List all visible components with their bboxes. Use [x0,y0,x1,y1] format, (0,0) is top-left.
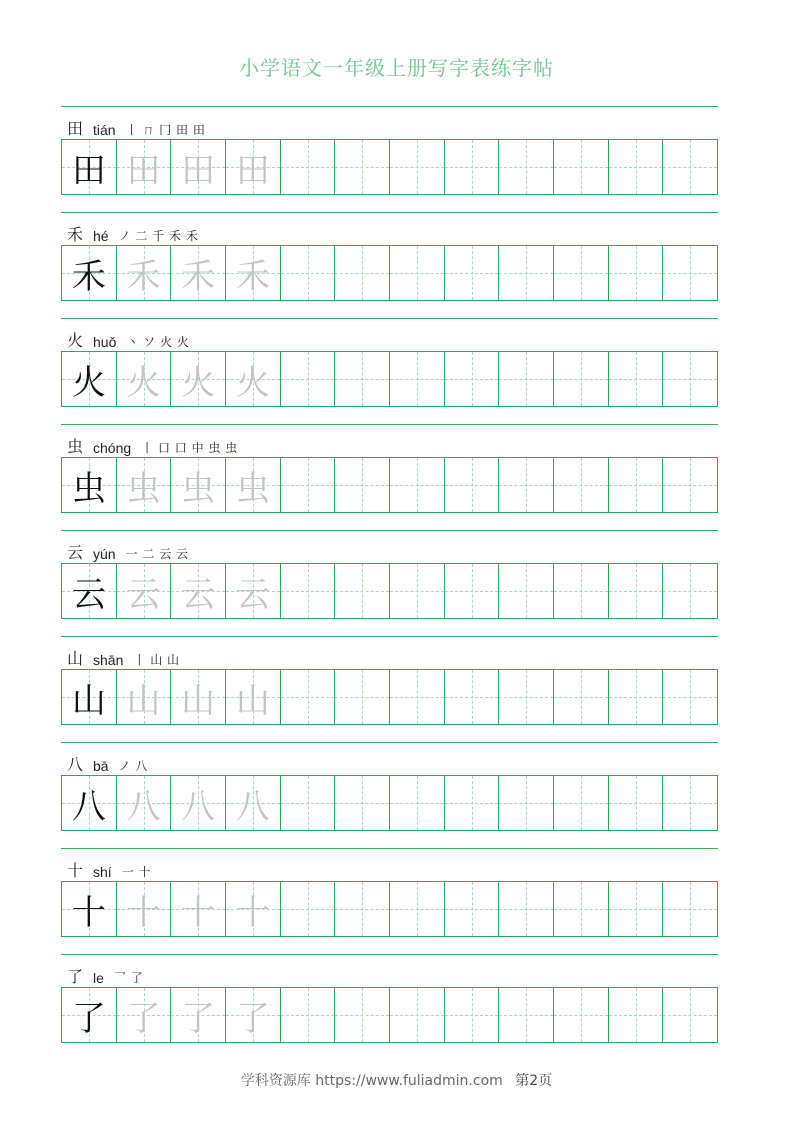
trace-character: 云 [181,574,216,615]
tianzige-grid [61,669,718,725]
model-character: 了 [71,998,106,1039]
header-character: 禾 [67,225,84,244]
practice-block-9 [61,954,718,1060]
writing-cell[interactable] [608,458,663,512]
writing-cell[interactable] [389,564,444,618]
pinyin-label: hé [93,228,109,244]
writing-cell[interactable] [608,246,663,300]
writing-cell[interactable] [170,988,225,1042]
writing-cell[interactable] [280,564,335,618]
writing-cell[interactable] [280,246,335,300]
writing-cell[interactable] [662,564,717,618]
header-character: 云 [67,543,84,562]
divider-line [61,636,718,637]
practice-block-5 [61,530,718,636]
writing-cell[interactable] [334,140,389,194]
writing-cell[interactable] [116,458,171,512]
writing-cell[interactable] [389,988,444,1042]
character-header [67,859,151,881]
practice-block-1 [61,106,718,212]
trace-character: 八 [181,786,216,827]
writing-cell[interactable] [553,140,608,194]
writing-cell[interactable] [170,458,225,512]
writing-cell[interactable] [608,140,663,194]
writing-cell[interactable] [170,882,225,936]
trace-character: 十 [235,892,270,933]
writing-cell[interactable] [62,670,116,724]
writing-cell[interactable] [280,352,335,406]
header-character: 了 [67,967,84,986]
trace-character: 八 [126,786,161,827]
trace-character: 十 [181,892,216,933]
writing-cell[interactable] [116,882,171,936]
writing-cell[interactable] [608,988,663,1042]
writing-cell[interactable] [225,670,280,724]
pinyin-label: yún [93,546,116,562]
character-header [67,965,143,987]
trace-character: 禾 [235,256,270,297]
writing-cell[interactable] [225,458,280,512]
writing-cell[interactable] [225,246,280,300]
writing-cell[interactable] [498,882,553,936]
stroke-order: ノ 八 [118,759,148,773]
character-header [67,223,198,245]
pinyin-label: shí [93,864,112,880]
header-character: 田 [67,119,84,138]
stroke-order: 丨 ㄇ 冂 田 田 [125,123,206,137]
writing-cell[interactable] [389,670,444,724]
writing-cell[interactable] [444,988,499,1042]
writing-cell[interactable] [389,246,444,300]
model-character: 田 [71,150,106,191]
trace-character: 田 [181,150,216,191]
tianzige-grid [61,775,718,831]
writing-cell[interactable] [389,352,444,406]
writing-cell[interactable] [170,246,225,300]
divider-line [61,106,718,107]
writing-cell[interactable] [116,988,171,1042]
trace-character: 禾 [126,256,161,297]
writing-cell[interactable] [116,352,171,406]
writing-cell[interactable] [662,140,717,194]
practice-block-6 [61,636,718,742]
tianzige-grid [61,881,718,937]
writing-cell[interactable] [170,670,225,724]
writing-cell[interactable] [444,458,499,512]
writing-cell[interactable] [225,564,280,618]
writing-cell[interactable] [170,776,225,830]
writing-cell[interactable] [225,882,280,936]
trace-character: 十 [126,892,161,933]
pinyin-label: chóng [93,440,132,456]
trace-character: 火 [235,362,270,403]
writing-cell[interactable] [116,140,171,194]
character-header [67,117,205,139]
trace-character: 田 [126,150,161,191]
model-character: 十 [71,892,106,933]
writing-cell[interactable] [498,140,553,194]
trace-character: 虫 [126,468,161,509]
writing-cell[interactable] [553,246,608,300]
writing-cell[interactable] [170,564,225,618]
pinyin-label: shān [93,652,124,668]
trace-character: 虫 [235,468,270,509]
writing-cell[interactable] [553,352,608,406]
divider-line [61,742,718,743]
writing-cell[interactable] [608,564,663,618]
writing-cell[interactable] [662,246,717,300]
writing-cell[interactable] [553,776,608,830]
trace-character: 了 [181,998,216,1039]
writing-cell[interactable] [662,352,717,406]
writing-cell[interactable] [389,140,444,194]
pinyin-label: tián [93,122,116,138]
model-character: 云 [71,574,106,615]
tianzige-grid [61,245,718,301]
trace-character: 了 [235,998,270,1039]
writing-cell[interactable] [62,564,116,618]
stroke-order: 丨 口 口 中 虫 虫 [141,441,238,455]
divider-line [61,954,718,955]
divider-line [61,848,718,849]
trace-character: 田 [235,150,270,191]
character-header [67,435,238,457]
writing-cell[interactable] [280,140,335,194]
writing-cell[interactable] [62,882,116,936]
writing-cell[interactable] [62,352,116,406]
writing-cell[interactable] [334,564,389,618]
header-character: 山 [67,649,84,668]
writing-cell[interactable] [62,458,116,512]
stroke-order: 一 二 云 云 [125,547,189,561]
writing-cell[interactable] [662,776,717,830]
writing-cell[interactable] [116,246,171,300]
trace-character: 了 [126,998,161,1039]
writing-cell[interactable] [389,776,444,830]
writing-cell[interactable] [498,352,553,406]
writing-cell[interactable] [334,988,389,1042]
page-title: 小学语文一年级上册写字表练字帖 [239,56,554,80]
writing-cell[interactable] [444,776,499,830]
divider-line [61,424,718,425]
trace-character: 山 [235,680,270,721]
writing-cell[interactable] [662,882,717,936]
writing-cell[interactable] [280,670,335,724]
header-character: 火 [67,331,84,350]
tianzige-grid [61,563,718,619]
writing-cell[interactable] [553,458,608,512]
practice-block-8 [61,848,718,954]
writing-cell[interactable] [389,882,444,936]
trace-character: 火 [181,362,216,403]
writing-cell[interactable] [334,352,389,406]
writing-cell[interactable] [662,988,717,1042]
character-header [67,753,148,775]
practice-block-4 [61,424,718,530]
header-character: 八 [67,755,84,774]
writing-cell[interactable] [170,352,225,406]
writing-cell[interactable] [608,670,663,724]
divider-line [61,318,718,319]
writing-cell[interactable] [498,458,553,512]
writing-cell[interactable] [444,564,499,618]
stroke-order: 丶 ソ 火 火 [126,335,190,349]
trace-character: 虫 [181,468,216,509]
header-character: 虫 [67,437,84,456]
writing-cell[interactable] [553,564,608,618]
model-character: 山 [71,680,106,721]
stroke-order: 一 十 [121,865,152,879]
writing-cell[interactable] [334,670,389,724]
practice-sheet [61,106,718,1060]
writing-cell[interactable] [334,246,389,300]
writing-cell[interactable] [498,564,553,618]
pinyin-label: bā [93,758,109,774]
character-header [67,647,180,669]
writing-cell[interactable] [225,988,280,1042]
writing-cell[interactable] [444,140,499,194]
model-character: 禾 [71,256,106,297]
writing-cell[interactable] [225,776,280,830]
trace-character: 火 [126,362,161,403]
divider-line [61,530,718,531]
model-character: 虫 [71,468,106,509]
trace-character: 云 [235,574,270,615]
page-number: 第2页 [515,1073,553,1089]
writing-cell[interactable] [280,776,335,830]
writing-cell[interactable] [608,882,663,936]
model-character: 火 [71,362,106,403]
writing-cell[interactable] [498,246,553,300]
writing-cell[interactable] [62,246,116,300]
tianzige-grid [61,139,718,195]
writing-cell[interactable] [225,352,280,406]
writing-cell[interactable] [280,882,335,936]
writing-cell[interactable] [608,352,663,406]
trace-character: 云 [126,574,161,615]
writing-cell[interactable] [280,988,335,1042]
model-character: 八 [71,786,106,827]
practice-block-7 [61,742,718,848]
stroke-order: 丨 山 山 [133,653,180,667]
stroke-order: ノ 二 千 禾 禾 [118,229,199,243]
writing-cell[interactable] [62,988,116,1042]
writing-cell[interactable] [280,458,335,512]
writing-cell[interactable] [498,670,553,724]
tianzige-grid [61,987,718,1043]
footer-site: 学科资源库 https://www.fuliadmin.com [240,1073,503,1089]
writing-cell[interactable] [334,458,389,512]
trace-character: 禾 [181,256,216,297]
trace-character: 八 [235,786,270,827]
tianzige-grid [61,457,718,513]
page-footer [0,1070,793,1090]
writing-cell[interactable] [225,140,280,194]
writing-cell[interactable] [116,670,171,724]
character-header [67,329,189,351]
writing-cell[interactable] [389,458,444,512]
writing-cell[interactable] [553,988,608,1042]
practice-block-3 [61,318,718,424]
writing-cell[interactable] [553,670,608,724]
pinyin-label: huǒ [93,334,117,350]
writing-cell[interactable] [444,246,499,300]
header-character: 十 [67,861,84,880]
writing-cell[interactable] [62,140,116,194]
writing-cell[interactable] [62,776,116,830]
writing-cell[interactable] [334,776,389,830]
tianzige-grid [61,351,718,407]
divider-line [61,212,718,213]
trace-character: 山 [181,680,216,721]
writing-cell[interactable] [116,564,171,618]
stroke-order: 乛 了 [113,971,144,985]
writing-cell[interactable] [662,458,717,512]
character-header [67,541,189,563]
writing-cell[interactable] [662,670,717,724]
writing-cell[interactable] [444,882,499,936]
writing-cell[interactable] [444,352,499,406]
writing-cell[interactable] [170,140,225,194]
pinyin-label: le [93,970,104,986]
practice-block-2 [61,212,718,318]
writing-cell[interactable] [553,882,608,936]
writing-cell[interactable] [608,776,663,830]
writing-cell[interactable] [116,776,171,830]
writing-cell[interactable] [498,988,553,1042]
writing-cell[interactable] [444,670,499,724]
writing-cell[interactable] [334,882,389,936]
writing-cell[interactable] [498,776,553,830]
trace-character: 山 [126,680,161,721]
